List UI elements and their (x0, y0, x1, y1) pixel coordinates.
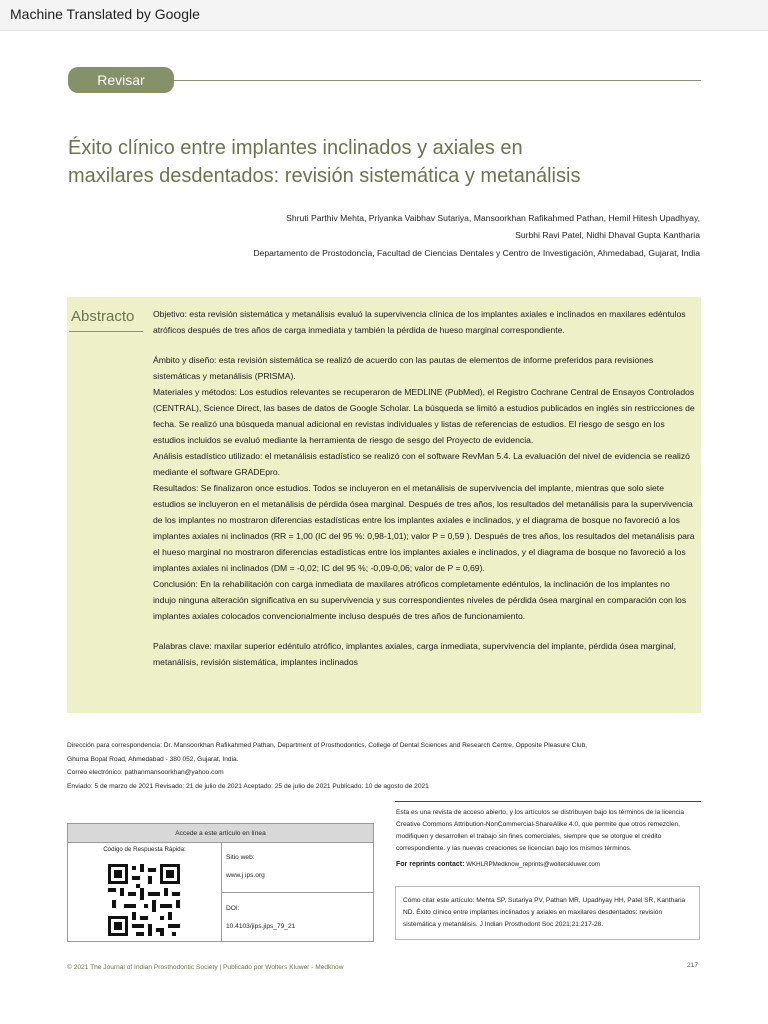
machine-translated-label: Machine Translated by Google (10, 6, 200, 22)
abstract-results: Resultados: Se finalizaron once estudios. Todos se incluyeron en el metanálisis de supervivencia del implante, mientras que solo siete estudios se incluyeron en el metanálisis de pérdida ósea marginal. Después de tres años, los resultados del metanálisis para la supervivencia de los implantes no mostraron diferencias estadísticas entre los implantes axiales e inclinados, y el diagrama de bosque no favoreció a los implantes axiales ni inclinados (RR = 1,00 (IC del 95 %: 0,98-1,01); valor P = 0,59 ). Después de tres años, los resultados del metanálisis para el hueso marginal no mostraron diferencias estadísticas entre los implantes axiales e inclinados, y el diagrama de bosque no favoreció a los implantes axiales ni inclinados (DM = -0,02; IC del 95 %; -0,09-0,06; valor de P = 0,69). (153, 483, 695, 573)
reprints-label: For reprints contact: (396, 861, 465, 868)
correspondence-block (67, 739, 701, 793)
article-dates: Enviado: 5 de marzo de 2021 Revisado: 21 de julio de 2021 Aceptado: 25 de julio de 2021 Publicado: 10 de agosto de 2021 (67, 782, 429, 790)
license-divider (395, 801, 701, 802)
abstract-conclusion: Conclusión: En la rehabilitación con carga inmediata de maxilares atróficos completamente edéntulos, la inclinación de los implantes no indujo ninguna alteración significativa en su supervivencia y sus correspondientes niveles de pérdida ósea marginal en comparación con los implantes axiales colocados convencionalmente incluso después de tres años de funcionamiento. (153, 579, 687, 621)
reprints-contact (396, 861, 706, 868)
abstract-objective: Objetivo: esta revisión sistemática y metanálisis evaluó la supervivencia clínica de los implantes axiales e inclinados en maxilares edéntulos atróficos después de tres años de carga inmediata y también la pérdida de hueso marginal correspondiente. (153, 309, 686, 335)
correspondence-city: Ghuma Bopal Road, Ahmedabad - 380 052, Gujarat, India. (67, 755, 239, 763)
access-header: Accede a este artículo en línea (68, 824, 373, 843)
abstract-heading: Abstracto (71, 308, 135, 325)
website-link[interactable]: www.j ips.org (226, 872, 265, 879)
citation-text: Cómo citar este artículo: Mehta SP, Sutariya PV, Pathan MR, Upadhyay HH, Patel SR, Kantharia ND. Éxito clínico entre implantes inclinados y axiales en maxilares desdentados: revisión sistemática y metanálisis. J Indian Prosthodont Soc 2021;21:217-28. (403, 897, 686, 928)
correspondence-email: Correo electrónico: pathanmansoorkhan@yahoo.com (67, 769, 224, 776)
abstract-scope: Ámbito y diseño: esta revisión sistemática se realizó de acuerdo con las pautas de elementos de informe preferidos para revisiones sistemáticas y metanálisis (PRISMA). (153, 355, 654, 381)
abstract-heading-rule (69, 331, 143, 332)
abstract-keywords: Palabras clave: maxilar superior edéntulo atrófico, implantes axiales, carga inmediata, supervivencia del implante, pérdida ósea marginal, metanálisis, revisión sistemática, implantes inclinados (153, 641, 677, 667)
section-badge: Revisar (68, 67, 174, 93)
online-access-box (67, 823, 374, 942)
affiliation: Departamento de Prostodoncia, Facultad de Ciencias Dentales y Centro de Investigación, Ahmedabad, Gujarat, India (253, 248, 700, 258)
authors-line-2: Surbhi Ravi Patel, Nidhi Dhaval Gupta Kantharia (515, 230, 700, 240)
website-label: Sitio web: (226, 854, 255, 861)
author-list (60, 210, 700, 244)
doi-label: DOI: (226, 905, 240, 912)
title-line-1: Éxito clínico entre implantes inclinados y axiales en (68, 137, 523, 159)
abstract-panel (67, 297, 701, 713)
abstract-stats: Análisis estadístico utilizado: el metanálisis estadístico se realizó con el software RevMan 5.4. La evaluación del nivel de evidencia se realizó mediante el software GRADEpro. (153, 451, 690, 477)
doi-link[interactable]: 10.4103/jips.jips_79_21 (226, 923, 296, 930)
article-title (68, 134, 668, 190)
doi-cell (222, 893, 373, 941)
site-info-cells (222, 842, 373, 941)
translation-bar (0, 0, 768, 31)
reprints-email: WKHLRPMedknow_reprints@wolterskluwer.com (464, 861, 601, 868)
authors-line-1: Shruti Parthiv Mehta, Priyanka Vaibhav Sutariya, Mansoorkhan Rafikahmed Pathan, Hemil Hitesh Upadhyay, (286, 213, 700, 223)
qr-cell (68, 842, 222, 941)
website-cell (222, 842, 373, 893)
abstract-methods: Materiales y métodos: Los estudios relevantes se recuperaron de MEDLINE (PubMed), el Registro Cochrane Central de Ensayos Controlados (CENTRAL), Science Direct, las bases de datos de Google Scholar. La búsqueda se limitó a estudios publicados en inglés sin restricciones de fecha. Se realizó una búsqueda manual adicional en revistas individuales y listas de referencias de estudios. El riesgo de sesgo en los estudios incluidos se evaluó mediante la herramienta de riesgo de sesgo del Proyecto de evidencia. (153, 387, 695, 445)
qr-code-icon[interactable] (108, 864, 180, 936)
correspondence-address: Dirección para correspondencia: Dr. Mansoorkhan Rafikahmed Pathan, Department of Prosthodontics, College of Dental Sciences and Research Centre, Opposite Pleasure Club, (67, 742, 588, 749)
qr-label: Código de Respuesta Rápida: (103, 846, 186, 853)
footer-journal: © 2021 The Journal of Indian Prosthodontic Society | Publicado por Wolters Kluwer - Medknow (67, 964, 344, 971)
title-line-2: maxilares desdentados: revisión sistemática y metanálisis (68, 165, 581, 187)
abstract-body (153, 306, 695, 670)
license-text: Esta es una revista de acceso abierto, y los artículos se distribuyen bajo los términos de la licencia Creative Commons Attribution-NonCommercial-ShareAlike 4.0, que permite que otros remezclen, modifiquen y desarrollen el trabajo sin fines comerciales, siempre que se otorgue el crédito correspondiente. y las nuevas creaciones se licencian bajo los mismos términos. (396, 809, 685, 852)
page-number: 217 (686, 962, 698, 969)
section-divider (174, 80, 701, 81)
citation-box (395, 886, 700, 940)
